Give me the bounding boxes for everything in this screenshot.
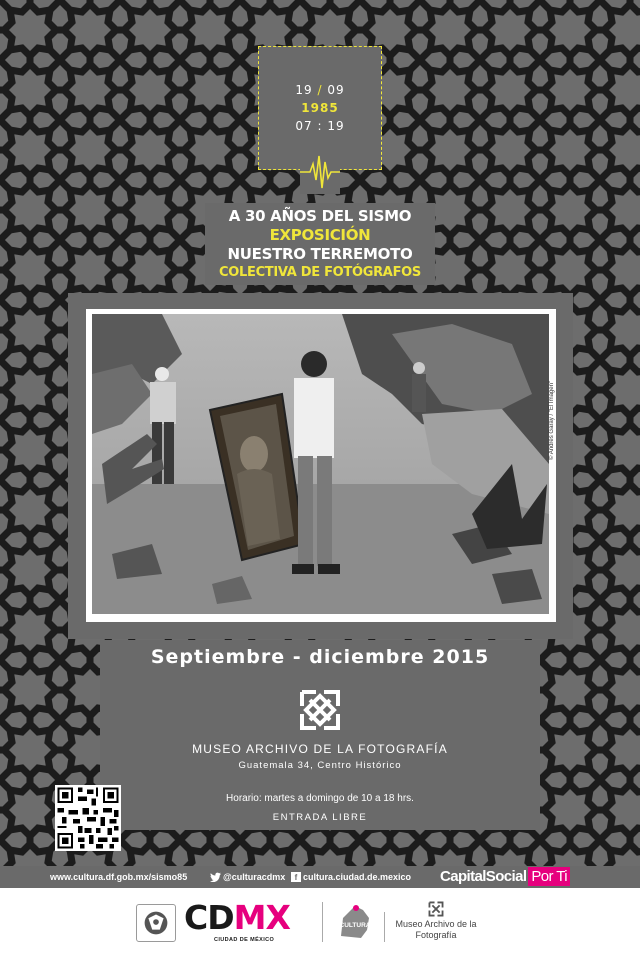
title-collective: COLECTIVA DE FOTÓGRAFOS [219,265,421,280]
exhibition-dates: Septiembre - diciembre 2015 [150,646,490,668]
title-block [205,203,435,285]
seismograph-icon [300,150,340,194]
date-separator: / [317,83,323,97]
capital-social-name: CapitalSocial [440,868,527,885]
earthquake-photograph [92,314,549,614]
free-entry: ENTRADA LIBRE [272,812,368,823]
cdmx-suffix: MX [233,898,290,937]
website-link[interactable]: www.cultura.df.gob.mx/sismo85 [50,872,188,882]
twitter-bird-icon [210,872,221,882]
museum-address: Guatemala 34, Centro Histórico [238,760,402,771]
date-day: 19 [295,83,313,97]
opening-hours: Horario: martes a domingo de 10 a 18 hrs. [226,793,414,804]
cultura-label: CULTURA [339,922,371,929]
date-month: 09 [327,83,345,97]
cdmx-emblem-icon [136,904,176,942]
photo-credit: © Andrés Garay / "El Imagen" [549,380,555,460]
qr-code[interactable] [55,785,121,851]
title-exhibition: EXPOSICIÓN [269,226,371,244]
museum-small-name-line2: Fotografía [415,930,457,940]
museum-name: MUSEO ARCHIVO DE LA FOTOGRAFÍA [192,742,448,756]
museum-small-name-line1: Museo Archivo de la [395,919,477,929]
museum-small-logo-icon [428,901,444,917]
capital-social-tagline: Por Ti [528,867,570,886]
title-anniversary: A 30 AÑOS DEL SISMO [228,207,412,225]
date-time: 07 : 19 [295,119,345,133]
twitter-handle[interactable]: @culturacdmx [223,872,286,882]
facebook-icon: f [291,872,301,882]
sponsor-logo-bar [0,888,640,960]
facebook-page[interactable]: cultura.ciudad.de.mexico [303,872,412,882]
logo-divider [322,902,323,942]
capital-social-logo [440,866,570,888]
date-year: 1985 [301,101,339,115]
cdmx-subtitle: CIUDAD DE MÉXICO [214,937,275,943]
title-name: NUESTRO TERREMOTO [227,245,413,263]
cultura-logo-icon [333,900,377,944]
date-day-month [259,83,381,97]
cdmx-prefix: CD [184,898,234,937]
museum-logo-icon [298,688,342,732]
cdmx-wordmark [184,898,290,937]
